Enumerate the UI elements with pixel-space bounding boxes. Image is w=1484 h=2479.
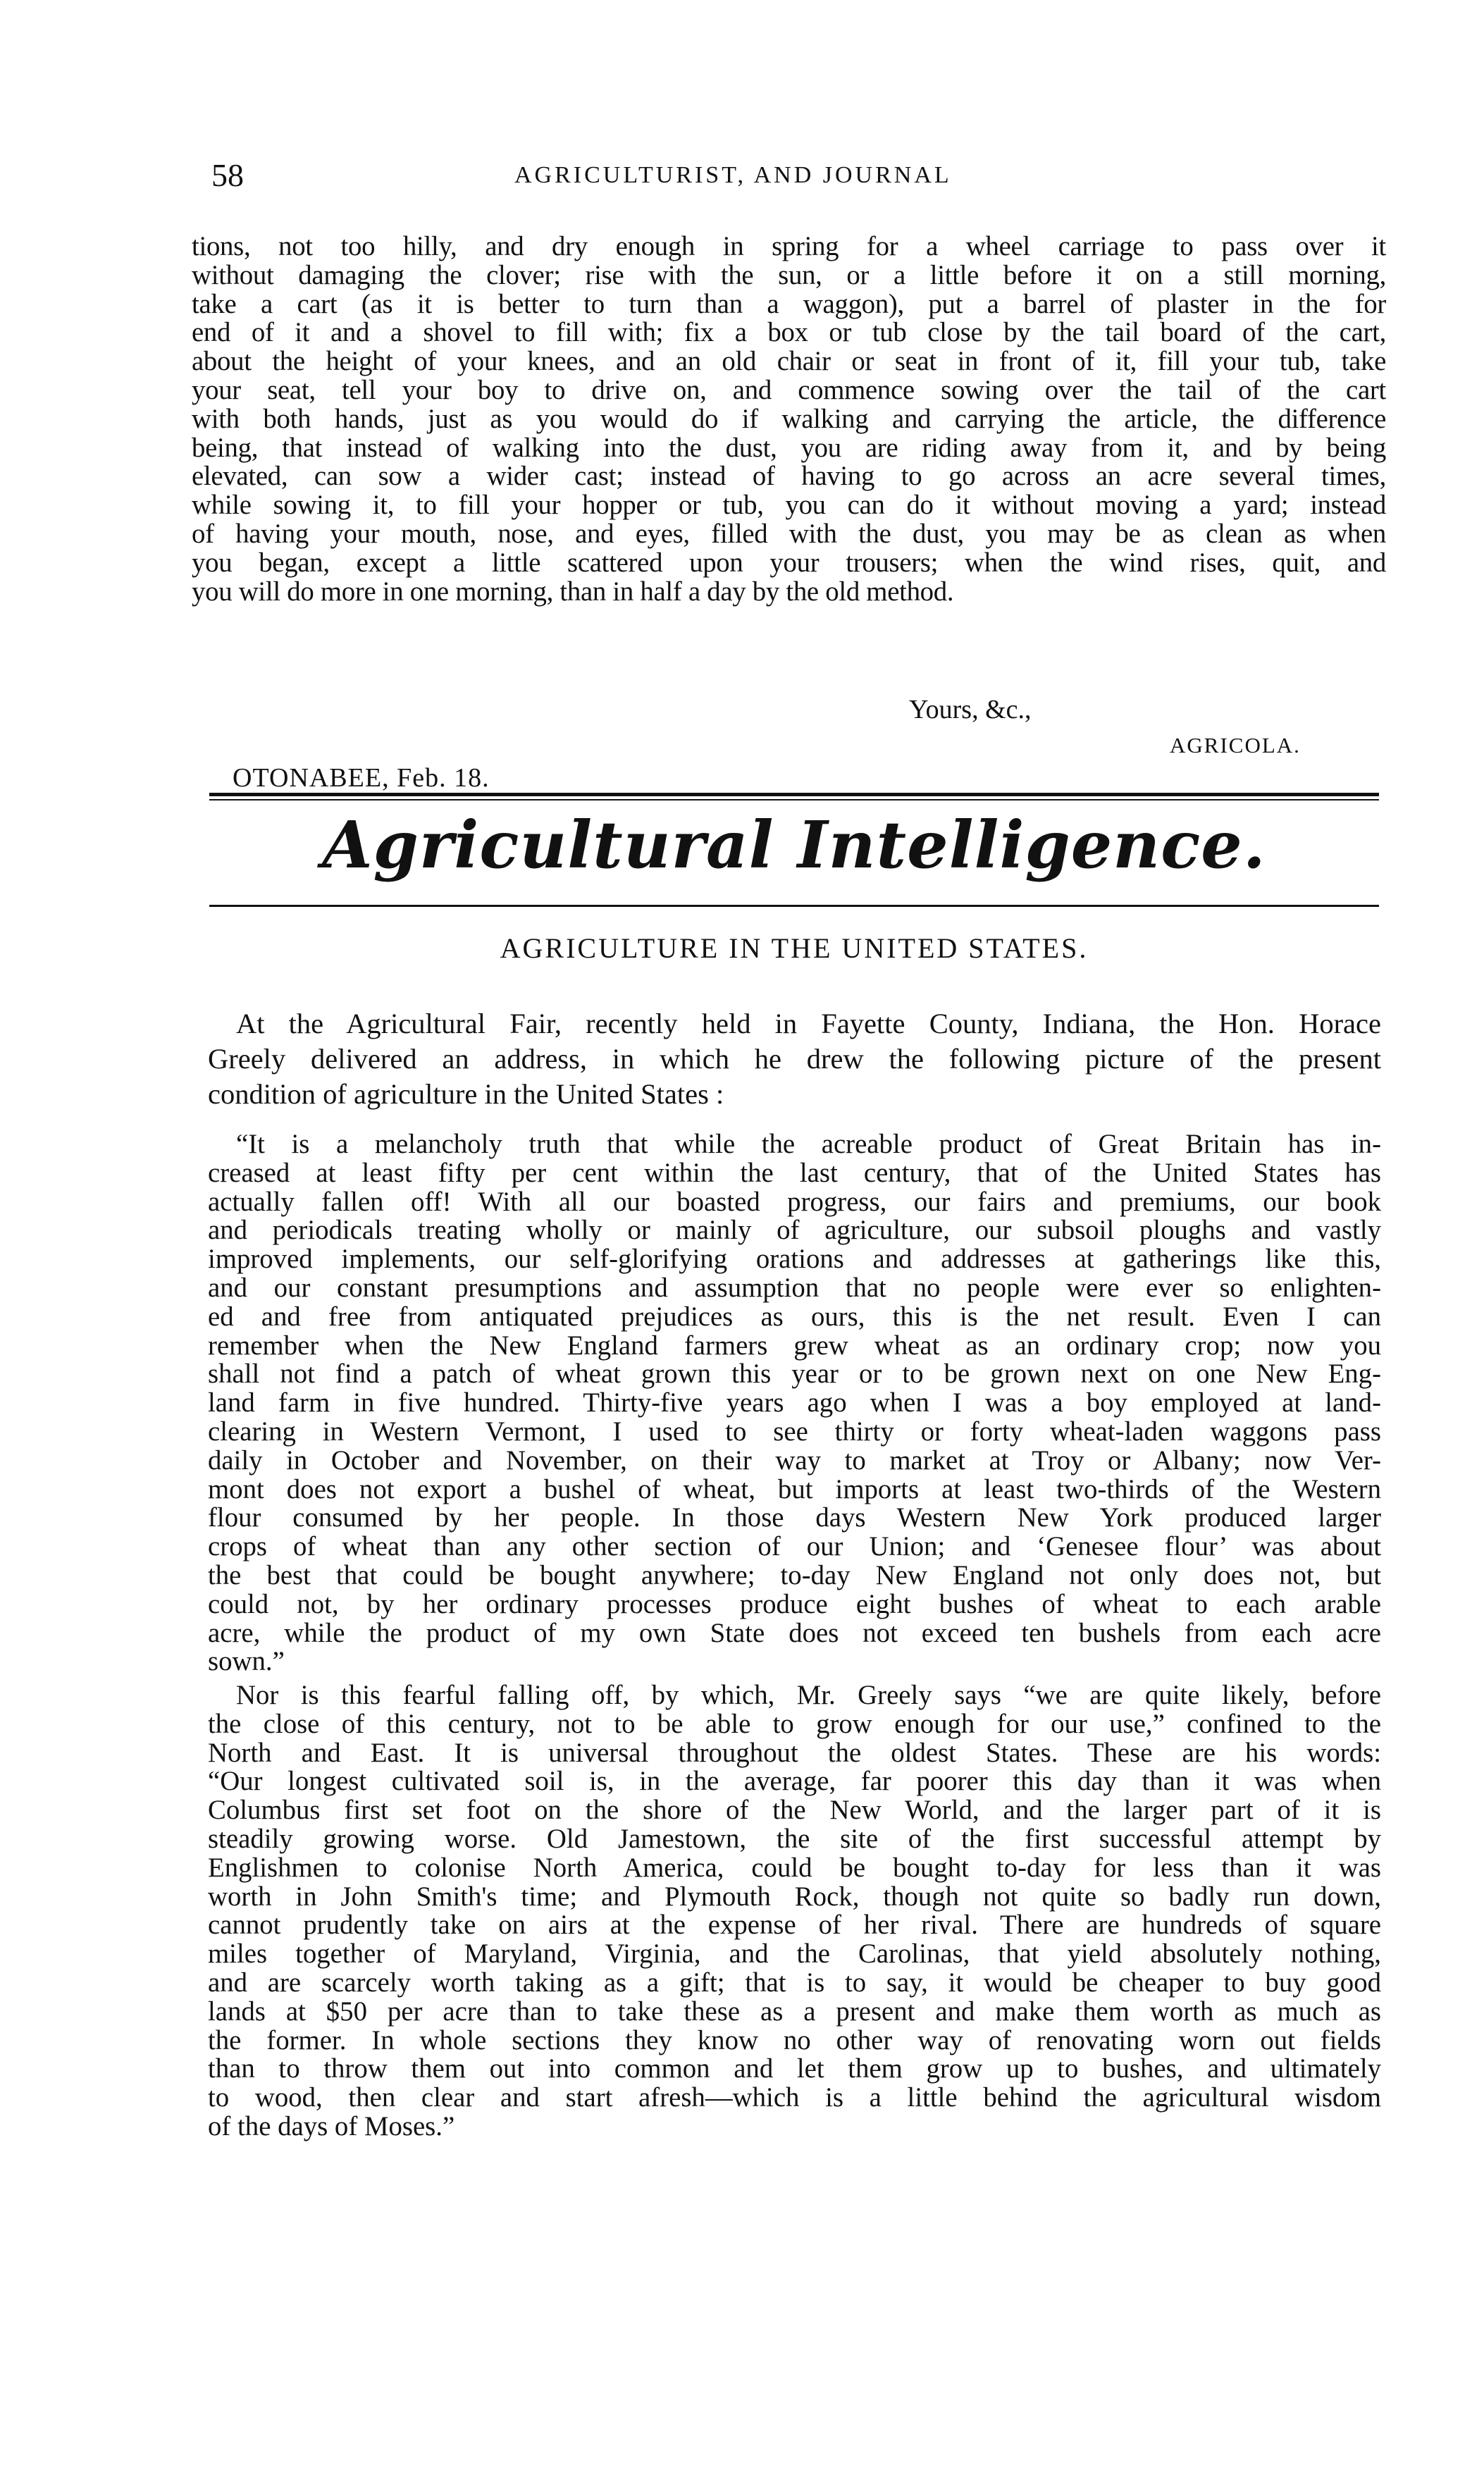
commentary-line: worth in John Smith's time; and Plymouth Rock, though not quite so badly run down, — [208, 1881, 1381, 1912]
quote-line: daily in October and November, on their way to market at Troy or Albany; now Ver- — [208, 1445, 1381, 1476]
quote-line: creased at least fifty per cent within the last century, that of the United States has — [208, 1157, 1381, 1188]
article-title: AGRICULTURE IN THE UNITED STATES. — [500, 932, 1089, 964]
quote-line: clearing in Western Vermont, I used to see thirty or forty wheat-laden waggons pass — [208, 1416, 1381, 1447]
commentary-line: the former. In whole sections they know no other way of renovating worn out fields — [208, 2024, 1381, 2055]
letter-line: while sowing it, to fill your hopper or tub, you can do it without moving a yard; instead — [192, 490, 1386, 521]
commentary-line: Englishmen to colonise North America, could be bought to-day for less than it was — [208, 1852, 1381, 1883]
quote-line: flour consumed by her people. In those days Western New York produced larger — [208, 1502, 1381, 1533]
quote-line: could not, by her ordinary processes produce eight bushes of wheat to each arable — [208, 1588, 1381, 1619]
letter-place-date: OTONABEE, Feb. 18. — [233, 763, 490, 793]
commentary-line: and are scarcely worth taking as a gift; that is to say, it would be cheaper to buy good — [208, 1967, 1381, 1998]
quote-line: ed and free from antiquated prejudices as ours, this is the net result. Even I can — [208, 1301, 1381, 1332]
letter-line: end of it and a shovel to fill with; fix a box or tub close by the tail board of the cart, — [192, 317, 1386, 348]
quote-line: crops of wheat than any other section of our Union; and ‘Genesee flour’ was about — [208, 1531, 1381, 1562]
intro-line: Greely delivered an address, in which he drew the following picture of the present — [208, 1043, 1381, 1075]
quote-line: shall not find a patch of wheat grown this year or to be grown next on one New Eng- — [208, 1359, 1381, 1390]
commentary-line: steadily growing worse. Old Jamestown, the site of the first successful attempt by — [208, 1823, 1381, 1854]
commentary-line: Nor is this fearful falling off, by which, Mr. Greely says “we are quite likely, before — [236, 1680, 1381, 1710]
commentary-line: “Our longest cultivated soil is, in the average, far poorer this day than it was when — [208, 1766, 1381, 1797]
commentary-line: miles together of Maryland, Virginia, and the Carolinas, that yield absolutely nothing, — [208, 1939, 1381, 1970]
article-intro — [208, 1006, 1381, 1112]
letter-line: with both hands, just as you would do if walking and carrying the article, the difference — [192, 403, 1386, 434]
letter-line: you will do more in one morning, than in half a day by the old method. — [192, 576, 954, 607]
intro-line: At the Agricultural Fair, recently held in Fayette County, Indiana, the Hon. Horace — [236, 1008, 1381, 1039]
commentary-line: lands at $50 per acre than to take these as a present and make them worth as much as — [208, 1996, 1381, 2027]
quote-line: improved implements, our self-glorifying orations and addresses at gatherings like this, — [208, 1244, 1381, 1275]
quote-line: acre, while the product of my own State does not exceed ten bushels from each acre — [208, 1617, 1381, 1648]
letter-line: of having your mouth, nose, and eyes, filled with the dust, you may be as clean as when — [192, 518, 1386, 549]
letter-line: elevated, can sow a wider cast; instead of having to go across an acre several times, — [192, 461, 1386, 492]
letter-line: without damaging the clover; rise with the sun, or a little before it on a still morning, — [192, 259, 1386, 290]
quote-line: and our constant presumptions and assumption that no people were ever so enlighten- — [208, 1272, 1381, 1303]
commentary-line: of the days of Moses.” — [208, 2110, 455, 2141]
article-quote — [208, 1130, 1381, 1676]
letter-signature: AGRICOLA. — [1170, 733, 1301, 758]
section-title: Agricultural Intelligence. — [322, 807, 1266, 883]
letter-body — [192, 233, 1386, 606]
letter-line: take a cart (as it is better to turn than a waggon), put a barrel of plaster in the for — [192, 288, 1386, 319]
letter-line: tions, not too hilly, and dry enough in spring for a wheel carriage to pass over it — [192, 231, 1386, 261]
letter-closing: Yours, &c., — [909, 695, 1032, 724]
page-number: 58 — [211, 157, 244, 193]
quote-line: the best that could be bought anywhere; to-day New England not only does not, but — [208, 1559, 1381, 1590]
letter-line: your seat, tell your boy to drive on, and commence sowing over the tail of the cart — [192, 374, 1386, 405]
commentary-line: the close of this century, not to be able to grow enough for our use,” confined to the — [208, 1708, 1381, 1739]
commentary-line: to wood, then clear and start afresh—which is a little behind the agricultural wisdom — [208, 2082, 1381, 2113]
quote-line: mont does not export a bushel of wheat, but imports at least two-thirds of the Western — [208, 1473, 1381, 1504]
quote-line: “It is a melancholy truth that while the acreable product of Great Britain has in- — [236, 1129, 1381, 1159]
article-commentary — [208, 1681, 1381, 2141]
running-title: AGRICULTURIST, AND JOURNAL — [514, 162, 952, 188]
commentary-line: Columbus first set foot on the shore of the New World, and the larger part of it is — [208, 1795, 1381, 1826]
letter-line: about the height of your knees, and an old chair or seat in front of it, fill your tub, take — [192, 346, 1386, 377]
page-header — [211, 156, 1381, 199]
quote-line: actually fallen off! With all our boasted progress, our fairs and premiums, our book — [208, 1186, 1381, 1217]
commentary-line: North and East. It is universal throughout the oldest States. These are his words: — [208, 1737, 1381, 1768]
quote-line: land farm in five hundred. Thirty-five years ago when I was a boy employed at land- — [208, 1387, 1381, 1418]
letter-line: you began, except a little scattered upon your trousers; when the wind rises, quit, and — [192, 547, 1386, 578]
section-rule-top — [209, 793, 1379, 796]
quote-line: and periodicals treating wholly or mainly of agriculture, our subsoil ploughs and vastly — [208, 1215, 1381, 1246]
quote-line: sown.” — [208, 1646, 285, 1677]
commentary-line: than to throw them out into common and let them grow up to bushes, and ultimately — [208, 2053, 1381, 2084]
quote-line: remember when the New England farmers grew wheat as an ordinary crop; now you — [208, 1330, 1381, 1361]
section-rule-bottom — [209, 905, 1379, 907]
commentary-line: cannot prudently take on airs at the expense of her rival. There are hundreds of square — [208, 1910, 1381, 1941]
intro-line: condition of agriculture in the United States : — [208, 1078, 724, 1110]
letter-line: being, that instead of walking into the dust, you are riding away from it, and by being — [192, 432, 1386, 463]
section-rule-top-thin — [209, 799, 1379, 800]
